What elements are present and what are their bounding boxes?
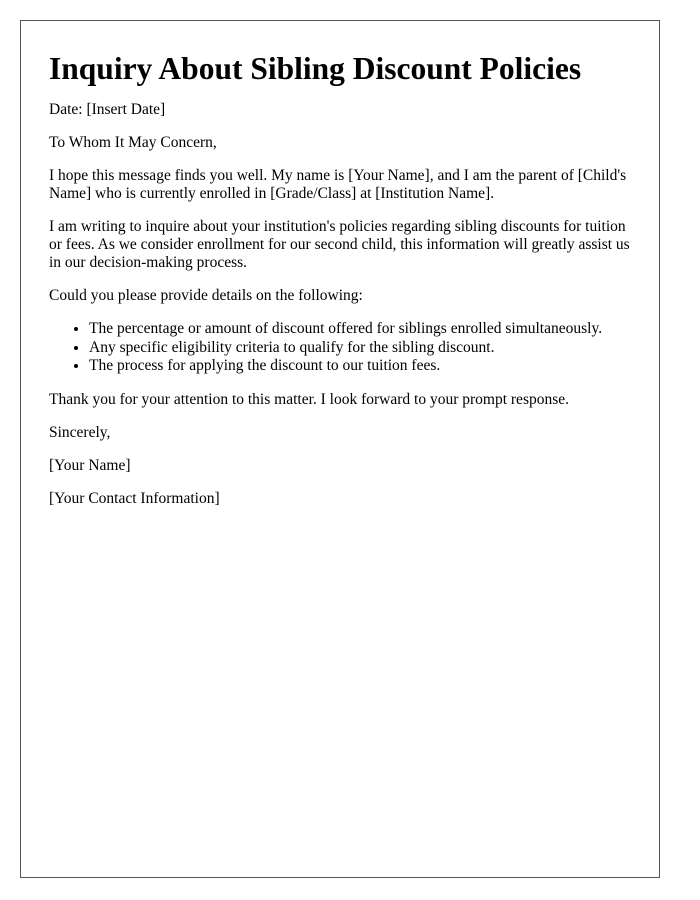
- intro-paragraph: I hope this message finds you well. My name is [Your Name], and I am the parent of [Child's Name] who is currently enrolled in [Grade/Class] at [Institution Name].: [49, 167, 627, 202]
- details-list: [49, 320, 639, 376]
- request-paragraph: Could you please provide details on the following:: [49, 287, 363, 304]
- thanks-paragraph: Thank you for your attention to this matter. I look forward to your prompt response.: [49, 390, 570, 408]
- list-item: • The percentage or amount of discount offered for siblings enrolled simultaneously.: [89, 320, 639, 339]
- signature-contact: [Your Contact Information]: [49, 489, 220, 507]
- date-line: Date: [Insert Date]: [49, 101, 166, 118]
- list-item: • The process for applying the discount to our tuition fees.: [89, 357, 639, 376]
- signature-name: [Your Name]: [49, 456, 131, 474]
- letter-page: [20, 20, 660, 878]
- closing: Sincerely,: [49, 423, 111, 441]
- salutation: To Whom It May Concern,: [49, 134, 217, 151]
- list-item: • Any specific eligibility criteria to qualify for the sibling discount.: [89, 339, 639, 358]
- purpose-paragraph: I am writing to inquire about your institution's policies regarding sibling discounts for tuition or fees. As we consider enrollment for our second child, this information will greatly assist us in our decision-making process.: [49, 218, 630, 271]
- letter-title: Inquiry About Sibling Discount Policies: [49, 51, 582, 86]
- letter-content: [49, 51, 639, 523]
